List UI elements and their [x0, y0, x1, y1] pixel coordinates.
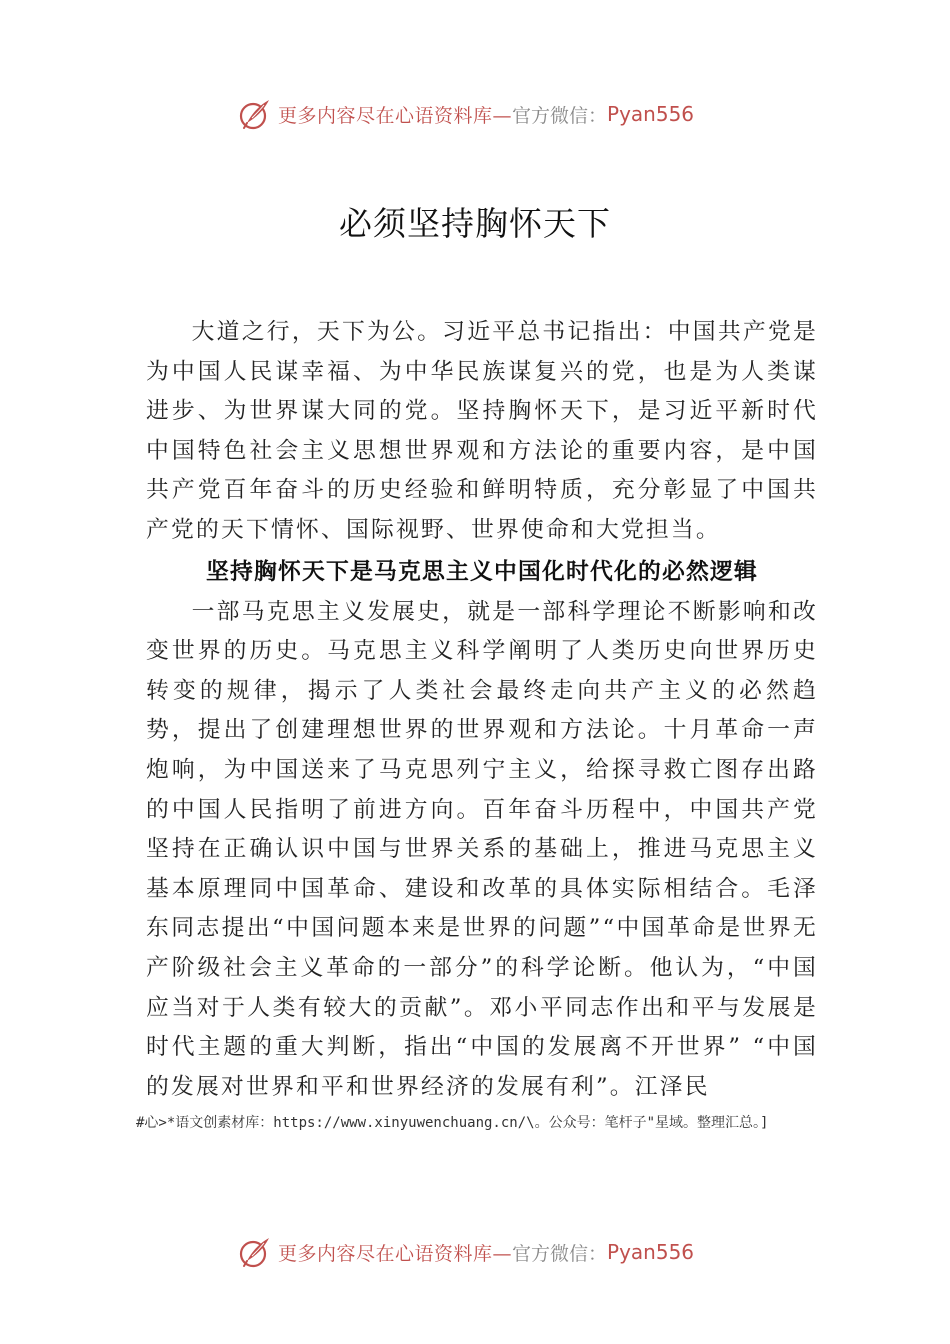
footer-banner	[238, 1234, 758, 1270]
paragraph: 大道之行，天下为公。习近平总书记指出：中国共产党是为中国人民谋幸福、为中华民族谋复兴的党，也是为人类谋进步、为世界谋大同的党。坚持胸怀天下，是习近平新时代中国特色社会主义思想世界观和方法论的重要内容，是中国共产党百年奋斗的历史经验和鲜明特质，充分彰显了中国共产党的天下情怀、国际视野、世界使命和大党担当。	[146, 319, 818, 543]
quill-logo-icon	[238, 97, 272, 131]
section-heading: 坚持胸怀天下是马克思主义中国化时代化的必然逻辑	[206, 558, 758, 585]
wechat-label: 官方微信：	[512, 104, 608, 127]
banner-text: 更多内容尽在心语资料库—	[278, 1242, 513, 1265]
document-title: 必须坚持胸怀天下	[339, 204, 611, 243]
wechat-id: Pyan556	[607, 102, 695, 126]
banner-text: 更多内容尽在心语资料库—	[278, 104, 513, 127]
paragraph: 一部马克思主义发展史，就是一部科学理论不断影响和改变世界的历史。马克思主义科学阐明了人类历史向世界历史转变的规律，揭示了人类社会最终走向共产主义的必然趋势，提出了创建理想世界的世界观和方法论。十月革命一声炮响，为中国送来了马克思列宁主义，给探寻救亡图存出路的中国人民指明了前进方向。百年奋斗历程中，中国共产党坚持在正确认识中国与世界关系的基础上，推进马克思主义基本原理同中国革命、建设和改革的具体实际相结合。毛泽东同志提出“中国问题本来是世界的问题”“中国革命是世界无产阶级社会主义革命的一部分”的科学论断。他认为，“中国应当对于人类有较大的贡献”。邓小平同志作出和平与发展是时代主题的重大判断，指出“中国的发展离不开世界” “中国的发展对世界和平和世界经济的发展有利”。江泽民	[146, 598, 818, 1100]
header-banner	[238, 96, 758, 132]
wechat-label: 官方微信：	[512, 1242, 608, 1265]
quill-logo-icon	[238, 1235, 272, 1269]
wechat-id: Pyan556	[607, 1240, 695, 1264]
document-body	[146, 313, 818, 1107]
source-note: #心>*语文创素材库：https://www.xinyuwenchuang.cn/\。公众号：笔杆子"星域。整理汇总。]	[136, 1115, 769, 1131]
